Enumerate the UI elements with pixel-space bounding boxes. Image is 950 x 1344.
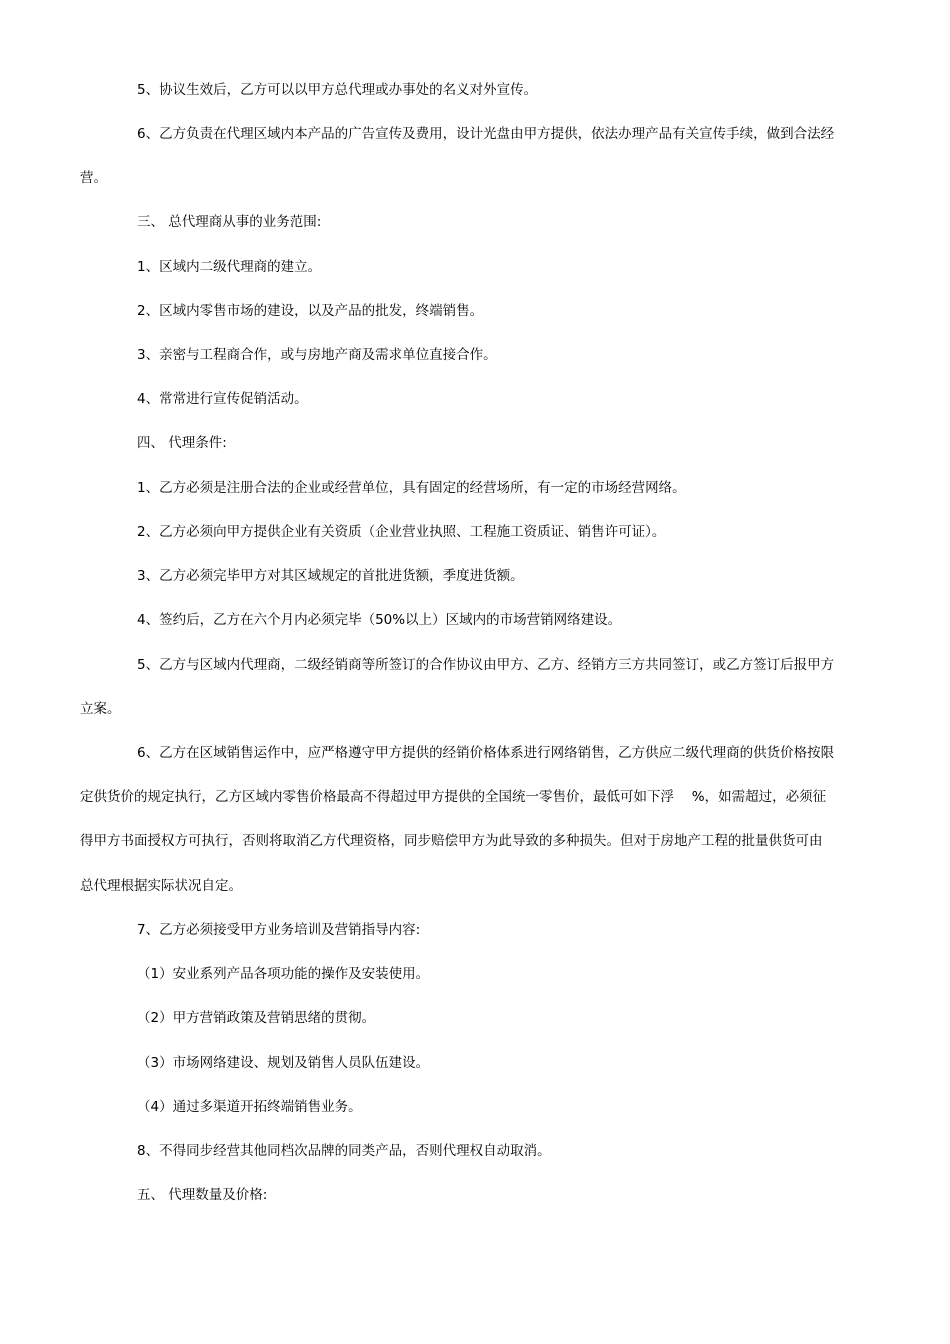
paragraph-line: 4、常常进行宣传促销活动。 — [137, 391, 308, 407]
paragraph-line: 2、乙方必须向甲方提供企业有关资质（企业营业执照、工程施工资质证、销售许可证）。 — [137, 524, 666, 540]
paragraph-line: 6、乙方在区域销售运作中，应严格遵守甲方提供的经销价格体系进行网络销售，乙方供应二级代理商的供货价格按限 — [137, 745, 835, 761]
paragraph-line: 营。 — [80, 170, 107, 186]
paragraph-line: 2、区域内零售市场的建设，以及产品的批发，终端销售。 — [137, 303, 484, 319]
section-heading: 四、 代理条件: — [137, 435, 227, 451]
paragraph-line: 5、乙方与区域内代理商，二级经销商等所签订的合作协议由甲方、乙方、经销方三方共同签订，或乙方签订后报甲方 — [137, 657, 835, 673]
paragraph-line: 6、乙方负责在代理区域内本产品的广告宣传及费用，设计光盘由甲方提供，依法办理产品有关宣传手续，做到合法经 — [137, 126, 835, 142]
paragraph-line: 5、协议生效后，乙方可以以甲方总代理或办事处的名义对外宣传。 — [137, 82, 538, 98]
paragraph-line: 8、不得同步经营其他同档次品牌的同类产品，否则代理权自动取消。 — [137, 1143, 551, 1159]
section-heading: 五、 代理数量及价格: — [137, 1187, 268, 1203]
list-item: （1）安业系列产品各项功能的操作及安装使用。 — [137, 966, 430, 982]
paragraph-line: 3、乙方必须完毕甲方对其区域规定的首批进货额，季度进货额。 — [137, 568, 524, 584]
paragraph-line: 4、签约后，乙方在六个月内必须完毕（50%以上）区域内的市场营销网络建设。 — [137, 612, 622, 628]
paragraph-line: 定供货价的规定执行，乙方区域内零售价格最高不得超过甲方提供的全国统一零售价，最低可如下浮 %，如需超过，必须征 — [80, 789, 827, 805]
paragraph-line: 立案。 — [80, 701, 121, 717]
paragraph-line: 1、区域内二级代理商的建立。 — [137, 259, 322, 275]
paragraph-line: 得甲方书面授权方可执行，否则将取消乙方代理资格，同步赔偿甲方为此导致的多种损失。但对于房地产工程的批量供货可由 — [80, 833, 823, 849]
list-item: （4）通过多渠道开拓终端销售业务。 — [137, 1099, 362, 1115]
paragraph-line: 3、亲密与工程商合作，或与房地产商及需求单位直接合作。 — [137, 347, 497, 363]
paragraph-line: 1、乙方必须是注册合法的企业或经营单位，具有固定的经营场所，有一定的市场经营网络。 — [137, 480, 686, 496]
section-heading: 三、 总代理商从事的业务范围: — [137, 214, 322, 230]
paragraph-line: 7、乙方必须接受甲方业务培训及营销指导内容: — [137, 922, 421, 938]
list-item: （2）甲方营销政策及营销思绪的贯彻。 — [137, 1010, 376, 1026]
paragraph-line: 总代理根据实际状况自定。 — [80, 878, 242, 894]
list-item: （3）市场网络建设、规划及销售人员队伍建设。 — [137, 1055, 430, 1071]
